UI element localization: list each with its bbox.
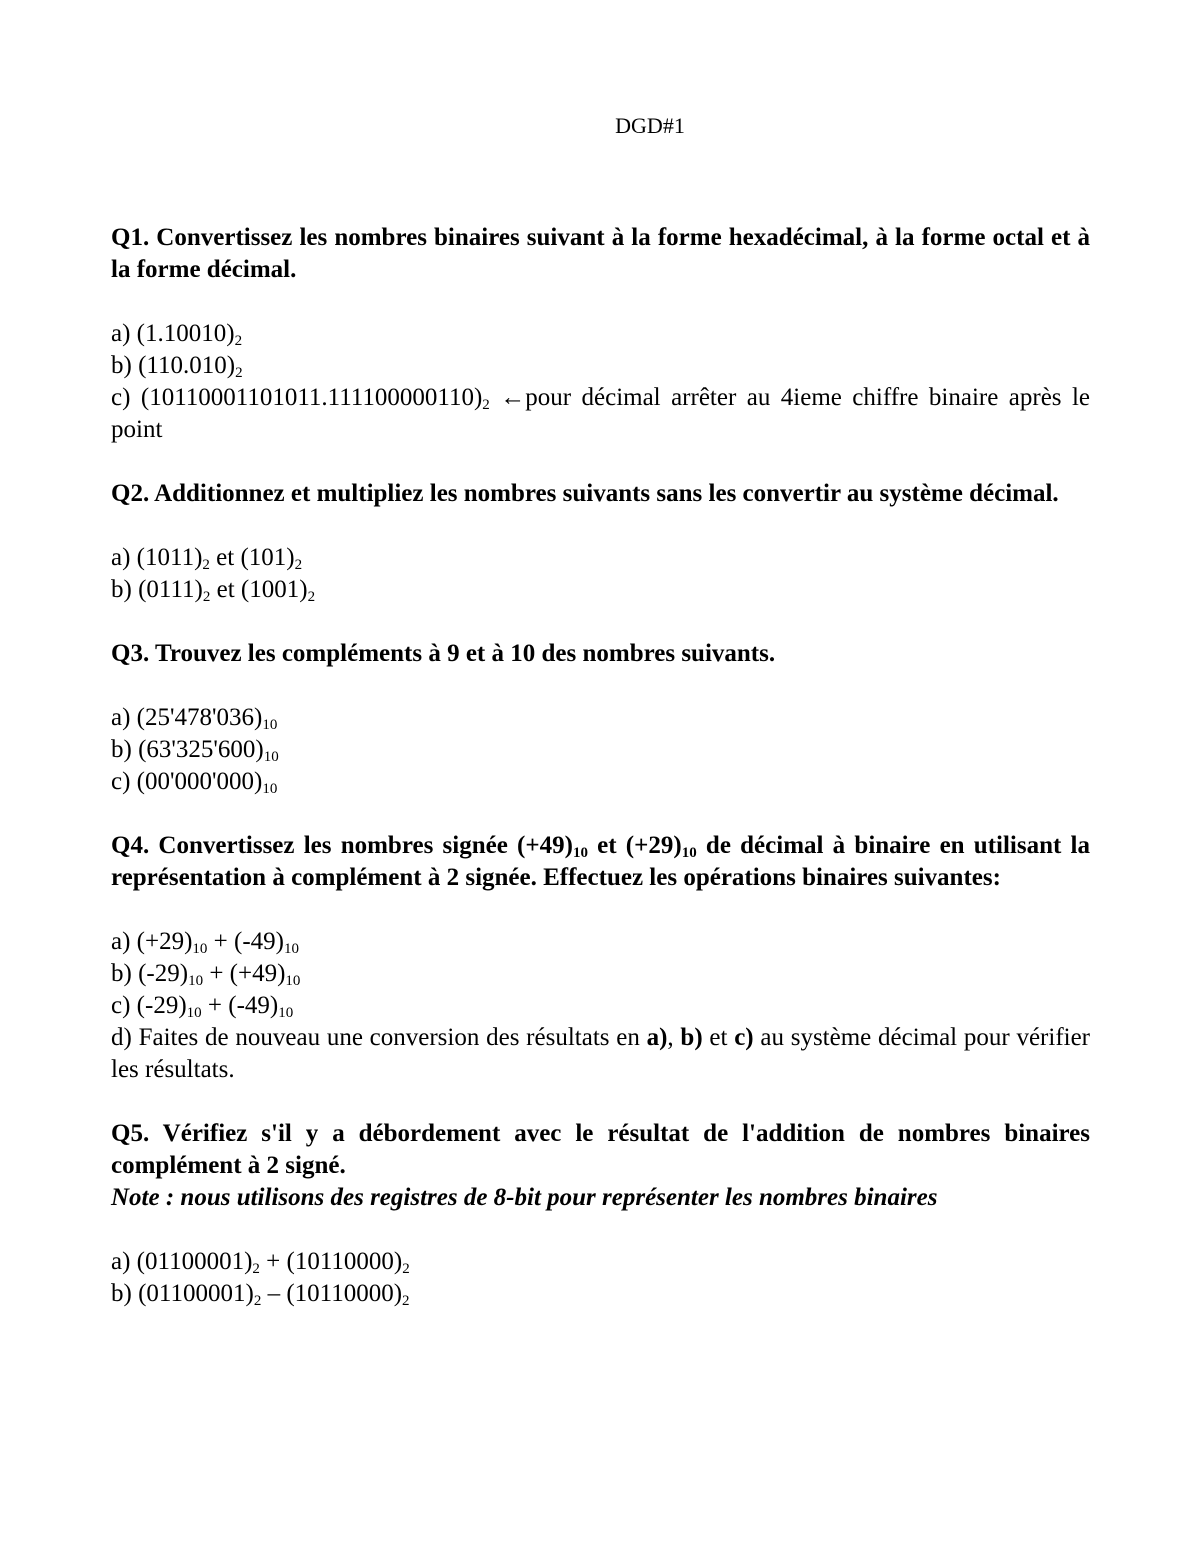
question-5-title: Q5. Vérifiez s'il y a débordement avec le résultat de l'addition de nombres binaires complément à 2 signé. (111, 1120, 1090, 1179)
item-value: (01100001) (138, 1280, 254, 1307)
item-base: 2 (253, 1293, 262, 1309)
item-ref: a) (646, 1024, 668, 1051)
question-2 (111, 478, 1090, 606)
item-base: 10 (186, 1005, 202, 1021)
question-5-item-a (111, 1246, 1090, 1278)
question-4-items (111, 926, 1090, 1086)
item-text: au système décimal pour vérifier les résultats. (111, 1024, 1091, 1083)
item-value: (0111) (138, 576, 203, 603)
question-1-title: Q1. Convertissez les nombres binaires suivant à la forme hexadécimal, à la forme octal et à la forme décimal. (111, 224, 1090, 283)
item-base: 10 (285, 973, 301, 989)
item-base: 2 (307, 589, 316, 605)
item-value: (01100001) (136, 1248, 253, 1275)
item-value: (+49) (229, 960, 286, 987)
item-base: 10 (188, 973, 204, 989)
item-value: (+29) (136, 928, 193, 955)
item-label: a) (111, 1248, 137, 1275)
question-2-item-a (111, 542, 1090, 574)
item-text: d) Faites de nouveau une conversion des résultats en (111, 1024, 647, 1051)
item-base: 10 (278, 1005, 294, 1021)
item-value: (25'478'036) (136, 704, 263, 731)
question-5-items (111, 1246, 1090, 1310)
page-header: DGD#1 (615, 113, 685, 138)
item-base: 2 (482, 397, 490, 413)
title-text: Q4. Convertissez les nombres signée (+49) (111, 832, 573, 859)
question-2-item-b (111, 574, 1090, 606)
item-base: 2 (252, 1261, 260, 1277)
item-value: (-29) (136, 992, 187, 1019)
item-value: (00'000'000) (136, 768, 263, 795)
title-text: de décimal à binaire en utilisant la représentation à complément à 2 signée. Effectuez les opérations binaires suivantes: (111, 832, 1090, 891)
question-3-item-c (111, 766, 1090, 798)
question-5-note: Note : nous utilisons des registres de 8-bit pour représenter les nombres binaires (111, 1184, 938, 1211)
item-label: c) (111, 992, 137, 1019)
question-4-item-b (111, 958, 1090, 990)
item-label: c) (111, 384, 141, 411)
item-base: 2 (202, 589, 211, 605)
item-base: 10 (262, 717, 278, 733)
item-label: b) (111, 1280, 139, 1307)
item-value: (10110001101011.111100000110) (140, 384, 483, 411)
item-base: 2 (234, 333, 243, 349)
item-base: 10 (262, 781, 278, 797)
document-body (111, 222, 1090, 1310)
question-4-title (111, 830, 1090, 894)
question-1-item-a (111, 318, 1090, 350)
item-value: (10110000) (286, 1248, 403, 1275)
item-value: (-49) (228, 992, 279, 1019)
item-base: 10 (284, 941, 300, 957)
question-4 (111, 830, 1090, 1086)
item-label: a) (111, 544, 137, 571)
item-ref: b) (680, 1024, 703, 1051)
question-4-item-a (111, 926, 1090, 958)
item-operator: – (261, 1280, 287, 1307)
title-base: 10 (572, 845, 588, 861)
question-5 (111, 1118, 1090, 1310)
item-value: (101) (240, 544, 295, 571)
item-text: et (702, 1024, 735, 1051)
title-base: 10 (681, 845, 697, 861)
question-3-item-b (111, 734, 1090, 766)
item-value: (-49) (234, 928, 285, 955)
item-label: a) (111, 320, 137, 347)
item-value: (10110000) (286, 1280, 403, 1307)
question-1-item-b (111, 350, 1090, 382)
item-label: c) (111, 768, 137, 795)
item-label: a) (111, 928, 137, 955)
question-5-item-b (111, 1278, 1090, 1310)
item-connector: et (210, 576, 241, 603)
title-text: et (+29) (587, 832, 682, 859)
question-2-title: Q2. Additionnez et multipliez les nombres suivants sans les convertir au système décimal. (111, 480, 1059, 507)
item-label: b) (111, 576, 139, 603)
item-operator: + (207, 928, 235, 955)
question-1 (111, 222, 1090, 446)
item-label: a) (111, 704, 137, 731)
item-label: b) (111, 352, 139, 379)
item-label: b) (111, 960, 139, 987)
question-1-item-c (111, 382, 1090, 446)
item-value: (1.10010) (136, 320, 235, 347)
item-base: 2 (235, 365, 243, 381)
item-base: 2 (294, 557, 303, 573)
item-base: 2 (402, 1293, 410, 1309)
item-value: (1011) (136, 544, 203, 571)
item-ref: c) (734, 1024, 754, 1051)
item-value: (110.010) (138, 352, 236, 379)
item-value: (1001) (240, 576, 308, 603)
question-3-item-a (111, 702, 1090, 734)
question-3-items (111, 702, 1090, 798)
item-label: b) (111, 736, 139, 763)
item-base: 10 (192, 941, 208, 957)
item-base: 10 (263, 749, 279, 765)
question-2-items (111, 542, 1090, 606)
question-1-items (111, 318, 1090, 446)
item-connector: et (209, 544, 241, 571)
item-text: , (667, 1024, 681, 1051)
question-3 (111, 638, 1090, 798)
question-3-title: Q3. Trouvez les compléments à 9 et à 10 des nombres suivants. (111, 640, 776, 667)
item-value: (63'325'600) (138, 736, 264, 763)
question-4-item-d (111, 1022, 1090, 1086)
item-base: 2 (402, 1261, 410, 1277)
item-operator: + (259, 1248, 287, 1275)
item-note: ←pour décimal arrêter au 4ieme chiffre binaire après le point (111, 384, 1091, 443)
item-operator: + (201, 992, 229, 1019)
item-operator: + (203, 960, 230, 987)
item-value: (-29) (138, 960, 189, 987)
question-4-item-c (111, 990, 1090, 1022)
item-base: 2 (202, 557, 210, 573)
